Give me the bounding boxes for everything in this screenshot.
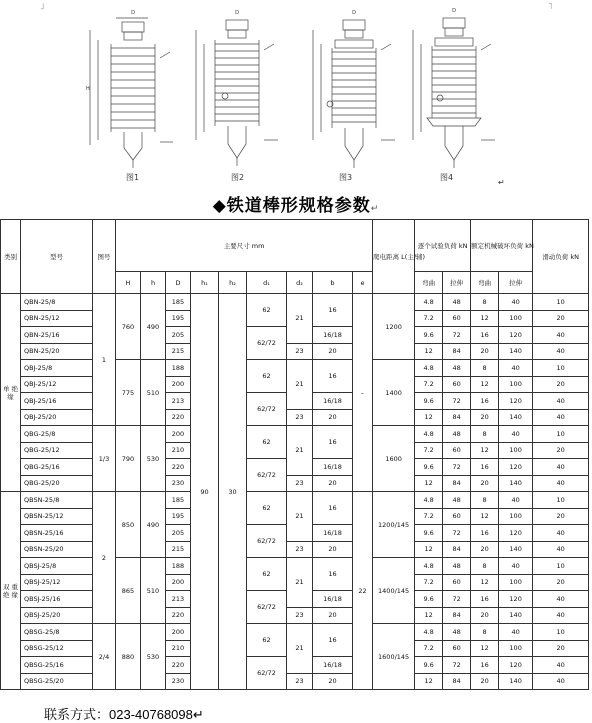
rated-bend-cell: 20	[471, 409, 499, 426]
figure-caption-1: 图1	[126, 173, 140, 182]
model-cell: QBN-25/16	[21, 327, 93, 344]
dim-b-cell: 16	[313, 558, 353, 591]
model-cell: QBSJ-25/16	[21, 591, 93, 608]
dim-b-cell: 16/18	[313, 525, 353, 542]
rated-tension-cell: 140	[499, 409, 533, 426]
insulator-drawing-3	[305, 0, 405, 175]
model-cell: QBSN-25/12	[21, 508, 93, 525]
rated-tension-cell: 40	[499, 624, 533, 641]
rated-bend-cell: 8	[471, 492, 499, 509]
dim-e-cell: –	[353, 294, 373, 492]
dim-h-cell: 510	[141, 558, 166, 624]
rated-bend-cell: 20	[471, 673, 499, 690]
rated-bend-cell: 8	[471, 426, 499, 443]
header-test-bend: 弯曲	[415, 272, 443, 294]
rated-bend-cell: 20	[471, 343, 499, 360]
rated-tension-cell: 120	[499, 459, 533, 476]
model-cell: QBSJ-25/20	[21, 607, 93, 624]
rated-bend-cell: 16	[471, 327, 499, 344]
creepage-cell: 1400/145	[373, 558, 415, 624]
dim-b-cell: 20	[313, 607, 353, 624]
dim-b-cell: 16	[313, 492, 353, 525]
test-bend-cell: 12	[415, 475, 443, 492]
dim-H-cell: 790	[116, 426, 141, 492]
rated-bend-cell: 20	[471, 607, 499, 624]
rated-tension-cell: 40	[499, 360, 533, 377]
test-bend-cell: 7.2	[415, 574, 443, 591]
rated-tension-cell: 100	[499, 310, 533, 327]
dim-h-cell: 510	[141, 360, 166, 426]
dim-d1-cell: 62	[247, 492, 287, 525]
rated-bend-cell: 12	[471, 442, 499, 459]
table-row	[1, 475, 589, 492]
test-tension-cell: 60	[443, 640, 471, 657]
rated-tension-cell: 100	[499, 442, 533, 459]
dim-b-cell: 20	[313, 673, 353, 690]
table-row	[1, 624, 589, 641]
dim-d2-cell: 21	[287, 360, 313, 410]
dim-d1-cell: 62/72	[247, 459, 287, 492]
test-tension-cell: 72	[443, 327, 471, 344]
model-cell: QBSN-25/20	[21, 541, 93, 558]
test-bend-cell: 4.8	[415, 558, 443, 575]
sliding-cell: 40	[533, 343, 589, 360]
dim-d1-cell: 62	[247, 558, 287, 591]
sliding-cell: 40	[533, 409, 589, 426]
dim-D-cell: 210	[166, 442, 191, 459]
dim-D-cell: 200	[166, 574, 191, 591]
rated-bend-cell: 8	[471, 360, 499, 377]
test-bend-cell: 12	[415, 673, 443, 690]
sliding-cell: 20	[533, 508, 589, 525]
dim-D-cell: 215	[166, 343, 191, 360]
rated-bend-cell: 20	[471, 475, 499, 492]
header-category: 类别	[1, 220, 21, 294]
sliding-cell: 20	[533, 310, 589, 327]
dim-D-cell: 200	[166, 376, 191, 393]
test-bend-cell: 4.8	[415, 294, 443, 311]
dim-d2-cell: 21	[287, 426, 313, 476]
sliding-cell: 40	[533, 541, 589, 558]
header-test-tension: 拉伸	[443, 272, 471, 294]
sliding-cell: 20	[533, 442, 589, 459]
dim-e-cell: 22	[353, 492, 373, 690]
test-tension-cell: 48	[443, 294, 471, 311]
test-bend-cell: 12	[415, 541, 443, 558]
test-tension-cell: 84	[443, 409, 471, 426]
page-title	[0, 191, 592, 216]
dim-D-cell: 220	[166, 409, 191, 426]
test-tension-cell: 60	[443, 574, 471, 591]
dim-b-cell: 20	[313, 541, 353, 558]
dim-h-cell: 530	[141, 624, 166, 690]
header-rated-load: 额定机械破坏负荷 kN	[471, 220, 533, 272]
dim-b-cell: 16/18	[313, 459, 353, 476]
header-dim: H	[116, 272, 141, 294]
dim-d1-cell: 62/72	[247, 525, 287, 558]
sliding-cell: 20	[533, 376, 589, 393]
model-cell: QBG-25/8	[21, 426, 93, 443]
test-bend-cell: 7.2	[415, 508, 443, 525]
dim-H-cell: 865	[116, 558, 141, 624]
dim-D-cell: 210	[166, 640, 191, 657]
dim-d1-cell: 62/72	[247, 393, 287, 426]
dim-b-cell: 16/18	[313, 393, 353, 410]
test-tension-cell: 60	[443, 442, 471, 459]
dim-d2-cell: 21	[287, 624, 313, 674]
dim-D-cell: 213	[166, 591, 191, 608]
test-tension-cell: 72	[443, 591, 471, 608]
dim-D-cell: 188	[166, 360, 191, 377]
dim-b-cell: 20	[313, 475, 353, 492]
rated-tension-cell: 100	[499, 376, 533, 393]
model-cell: QBSG-25/12	[21, 640, 93, 657]
header-model: 型号	[21, 220, 93, 294]
header-test-load: 逐个试验负荷 kN	[415, 220, 471, 272]
dim-d1-cell: 62/72	[247, 591, 287, 624]
sliding-cell: 40	[533, 607, 589, 624]
model-cell: QBSJ-25/12	[21, 574, 93, 591]
header-dim: h₁	[191, 272, 219, 294]
creepage-cell: 1600	[373, 426, 415, 492]
dim-H-cell: 880	[116, 624, 141, 690]
header-dim: h	[141, 272, 166, 294]
test-tension-cell: 84	[443, 343, 471, 360]
creepage-cell: 1400	[373, 360, 415, 426]
test-bend-cell: 12	[415, 607, 443, 624]
spec-table-body	[1, 294, 589, 690]
test-tension-cell: 84	[443, 541, 471, 558]
model-cell: QBG-25/12	[21, 442, 93, 459]
table-row	[1, 343, 589, 360]
dim-b-cell: 16	[313, 624, 353, 657]
model-cell: QBJ-25/20	[21, 409, 93, 426]
table-row	[1, 409, 589, 426]
rated-bend-cell: 16	[471, 393, 499, 410]
dim-d1-cell: 62	[247, 360, 287, 393]
header-dim: e	[353, 272, 373, 294]
sliding-cell: 40	[533, 459, 589, 476]
dim-b-cell: 16/18	[313, 591, 353, 608]
test-tension-cell: 48	[443, 426, 471, 443]
model-cell: QBG-25/16	[21, 459, 93, 476]
table-row	[1, 492, 589, 509]
table-row	[1, 558, 589, 575]
dim-D-cell: 230	[166, 475, 191, 492]
table-row	[1, 541, 589, 558]
test-bend-cell: 12	[415, 409, 443, 426]
dim-d2-cell: 21	[287, 294, 313, 344]
dim-D-cell: 195	[166, 508, 191, 525]
rated-bend-cell: 16	[471, 525, 499, 542]
dim-H-cell: 850	[116, 492, 141, 558]
rated-bend-cell: 12	[471, 310, 499, 327]
table-row	[1, 294, 589, 311]
dim-d1-cell: 62	[247, 294, 287, 327]
model-cell: QBG-25/20	[21, 475, 93, 492]
model-cell: QBSN-25/8	[21, 492, 93, 509]
rated-tension-cell: 120	[499, 393, 533, 410]
rated-bend-cell: 8	[471, 558, 499, 575]
rated-tension-cell: 120	[499, 591, 533, 608]
svg-text:D: D	[452, 8, 456, 14]
header-figure: 图号	[93, 220, 116, 294]
dim-d1-cell: 62/72	[247, 327, 287, 360]
test-tension-cell: 72	[443, 459, 471, 476]
dim-b-cell: 20	[313, 409, 353, 426]
header-sliding: 滑动负荷 kN	[533, 220, 589, 294]
sliding-cell: 40	[533, 657, 589, 674]
rated-bend-cell: 20	[471, 541, 499, 558]
rated-tension-cell: 120	[499, 525, 533, 542]
sliding-cell: 20	[533, 574, 589, 591]
dim-D-cell: 205	[166, 327, 191, 344]
model-cell: QBSG-25/16	[21, 657, 93, 674]
header-dims-group: 主要尺寸 mm	[116, 220, 373, 272]
test-bend-cell: 9.6	[415, 327, 443, 344]
rated-tension-cell: 120	[499, 327, 533, 344]
svg-text:D: D	[235, 10, 239, 16]
dim-d2-cell: 23	[287, 673, 313, 690]
dim-d2-cell: 23	[287, 475, 313, 492]
insulator-drawings	[0, 0, 592, 190]
model-cell: QBSG-25/20	[21, 673, 93, 690]
creepage-cell: 1200	[373, 294, 415, 360]
header-dim: d₁	[247, 272, 287, 294]
table-row	[1, 673, 589, 690]
rated-bend-cell: 12	[471, 574, 499, 591]
table-row	[1, 360, 589, 377]
creepage-cell: 1200/145	[373, 492, 415, 558]
dim-h1-cell: 90	[191, 294, 219, 690]
rated-bend-cell: 8	[471, 294, 499, 311]
page-corner-mark-left: ˩	[40, 2, 45, 12]
dim-D-cell: 220	[166, 459, 191, 476]
dim-H-cell: 760	[116, 294, 141, 360]
rated-bend-cell: 16	[471, 657, 499, 674]
dim-h-cell: 490	[141, 492, 166, 558]
sliding-cell: 10	[533, 624, 589, 641]
dim-b-cell: 16/18	[313, 657, 353, 674]
test-tension-cell: 60	[443, 376, 471, 393]
figure-cell: 2	[93, 492, 116, 624]
dim-b-cell: 16/18	[313, 327, 353, 344]
table-header-row-1	[1, 220, 589, 272]
test-bend-cell: 9.6	[415, 459, 443, 476]
model-cell: QBN-25/20	[21, 343, 93, 360]
model-cell: QBSN-25/16	[21, 525, 93, 542]
model-cell: QBN-25/12	[21, 310, 93, 327]
svg-text:D: D	[131, 10, 135, 16]
rated-tension-cell: 40	[499, 558, 533, 575]
page-corner-mark-right: ˥	[548, 2, 553, 12]
dim-d2-cell: 23	[287, 607, 313, 624]
test-tension-cell: 48	[443, 624, 471, 641]
dim-d2-cell: 23	[287, 343, 313, 360]
insulator-drawing-2	[188, 0, 288, 175]
dim-D-cell: 195	[166, 310, 191, 327]
header-dim: d₂	[287, 272, 313, 294]
sliding-cell: 40	[533, 327, 589, 344]
dim-d2-cell: 21	[287, 492, 313, 542]
sliding-cell: 40	[533, 591, 589, 608]
test-bend-cell: 7.2	[415, 376, 443, 393]
table-row	[1, 426, 589, 443]
test-tension-cell: 60	[443, 310, 471, 327]
test-bend-cell: 9.6	[415, 393, 443, 410]
dim-D-cell: 188	[166, 558, 191, 575]
figure-cell: 2/4	[93, 624, 116, 690]
contact-line: 联系方式：023-40768098↵	[44, 707, 204, 722]
dim-h2-cell: 30	[219, 294, 247, 690]
test-bend-cell: 9.6	[415, 657, 443, 674]
rated-tension-cell: 120	[499, 657, 533, 674]
dim-d1-cell: 62/72	[247, 657, 287, 690]
test-tension-cell: 72	[443, 525, 471, 542]
dim-h-cell: 490	[141, 294, 166, 360]
dim-H-cell: 775	[116, 360, 141, 426]
figure-cell: 1	[93, 294, 116, 426]
dim-D-cell: 205	[166, 525, 191, 542]
model-cell: QBJ-25/16	[21, 393, 93, 410]
dim-D-cell: 200	[166, 426, 191, 443]
title-return-mark: ↵	[370, 204, 380, 214]
model-cell: QBSJ-25/8	[21, 558, 93, 575]
paragraph-mark: ↵	[498, 178, 505, 187]
header-creepage: 爬电距离 L(主/辅)	[373, 220, 415, 294]
sliding-cell: 10	[533, 492, 589, 509]
sliding-cell: 40	[533, 525, 589, 542]
figure-caption-2: 图2	[231, 173, 245, 182]
dim-D-cell: 213	[166, 393, 191, 410]
figure-caption-4: 图4	[440, 173, 454, 182]
test-tension-cell: 48	[443, 360, 471, 377]
spec-table	[0, 219, 589, 690]
test-bend-cell: 7.2	[415, 310, 443, 327]
dim-d2-cell: 21	[287, 558, 313, 608]
rated-tension-cell: 140	[499, 343, 533, 360]
sliding-cell: 10	[533, 426, 589, 443]
rated-tension-cell: 140	[499, 607, 533, 624]
test-bend-cell: 7.2	[415, 442, 443, 459]
dim-D-cell: 220	[166, 657, 191, 674]
test-bend-cell: 4.8	[415, 360, 443, 377]
dim-d2-cell: 23	[287, 541, 313, 558]
rated-tension-cell: 140	[499, 541, 533, 558]
dim-b-cell: 16	[313, 360, 353, 393]
test-tension-cell: 48	[443, 558, 471, 575]
sliding-cell: 10	[533, 294, 589, 311]
test-bend-cell: 4.8	[415, 492, 443, 509]
insulator-drawing-4	[405, 0, 505, 175]
dim-d1-cell: 62	[247, 624, 287, 657]
dim-b-cell: 16	[313, 426, 353, 459]
category-cell: 单 绝 缘	[1, 294, 21, 492]
svg-text:H: H	[86, 86, 90, 92]
title-text: ◆铁道棒形规格参数	[212, 196, 371, 216]
dim-D-cell: 185	[166, 294, 191, 311]
sliding-cell: 40	[533, 393, 589, 410]
creepage-cell: 1600/145	[373, 624, 415, 690]
insulator-drawing-1	[78, 0, 188, 175]
sliding-cell: 10	[533, 360, 589, 377]
rated-tension-cell: 140	[499, 673, 533, 690]
test-bend-cell: 9.6	[415, 525, 443, 542]
header-rated-tension: 拉伸	[499, 272, 533, 294]
sliding-cell: 10	[533, 558, 589, 575]
sliding-cell: 20	[533, 640, 589, 657]
dim-D-cell: 230	[166, 673, 191, 690]
dim-h-cell: 530	[141, 426, 166, 492]
model-cell: QBJ-25/8	[21, 360, 93, 377]
dim-D-cell: 185	[166, 492, 191, 509]
header-dim: b	[313, 272, 353, 294]
sliding-cell: 40	[533, 475, 589, 492]
dim-D-cell: 220	[166, 607, 191, 624]
dim-d1-cell: 62	[247, 426, 287, 459]
header-rated-bend: 弯曲	[471, 272, 499, 294]
test-tension-cell: 84	[443, 673, 471, 690]
rated-tension-cell: 100	[499, 508, 533, 525]
rated-bend-cell: 16	[471, 459, 499, 476]
test-tension-cell: 84	[443, 475, 471, 492]
dim-b-cell: 20	[313, 343, 353, 360]
rated-tension-cell: 140	[499, 475, 533, 492]
svg-text:D: D	[352, 10, 356, 16]
test-bend-cell: 9.6	[415, 591, 443, 608]
rated-tension-cell: 40	[499, 426, 533, 443]
dim-D-cell: 215	[166, 541, 191, 558]
model-cell: QBSG-25/8	[21, 624, 93, 641]
sliding-cell: 40	[533, 673, 589, 690]
rated-bend-cell: 12	[471, 640, 499, 657]
figure-cell: 1/3	[93, 426, 116, 492]
rated-tension-cell: 100	[499, 574, 533, 591]
rated-tension-cell: 100	[499, 640, 533, 657]
test-tension-cell: 72	[443, 393, 471, 410]
rated-tension-cell: 40	[499, 492, 533, 509]
model-cell: QBN-25/8	[21, 294, 93, 311]
dim-D-cell: 200	[166, 624, 191, 641]
dim-b-cell: 16	[313, 294, 353, 327]
dim-d2-cell: 23	[287, 409, 313, 426]
test-tension-cell: 84	[443, 607, 471, 624]
test-tension-cell: 60	[443, 508, 471, 525]
header-dim: D	[166, 272, 191, 294]
rated-bend-cell: 12	[471, 376, 499, 393]
rated-bend-cell: 16	[471, 591, 499, 608]
rated-bend-cell: 8	[471, 624, 499, 641]
table-row	[1, 607, 589, 624]
test-bend-cell: 4.8	[415, 624, 443, 641]
test-bend-cell: 7.2	[415, 640, 443, 657]
test-tension-cell: 72	[443, 657, 471, 674]
test-bend-cell: 12	[415, 343, 443, 360]
rated-tension-cell: 40	[499, 294, 533, 311]
category-cell: 双 重 绝 缘	[1, 492, 21, 690]
test-bend-cell: 4.8	[415, 426, 443, 443]
test-tension-cell: 48	[443, 492, 471, 509]
model-cell: QBJ-25/12	[21, 376, 93, 393]
figure-caption-3: 图3	[339, 173, 353, 182]
rated-bend-cell: 12	[471, 508, 499, 525]
header-dim: h₂	[219, 272, 247, 294]
